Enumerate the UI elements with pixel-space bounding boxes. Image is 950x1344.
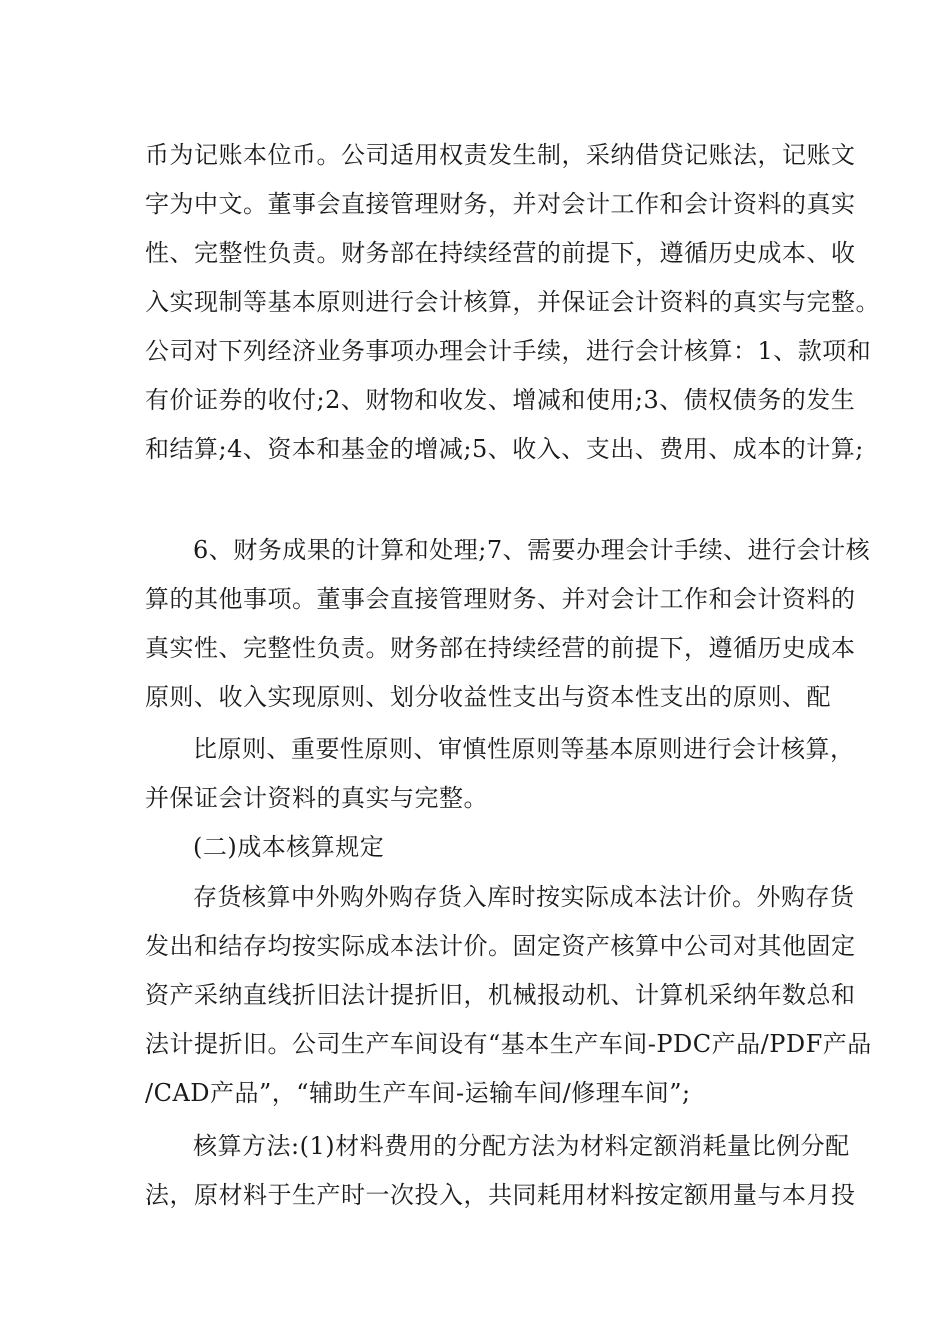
text-line: 比原则、重要性原则、审慎性原则等基本原则进行会计核算， (193, 735, 855, 763)
text-line: 并保证会计资料的真实与完整。 (145, 784, 488, 812)
text-line: 法，原材料于生产时一次投入，共同耗用材料按定额用量与本月投 (145, 1181, 856, 1209)
text-line: 公司对下列经济业务事项办理会计手续，进行会计核算：1、款项和 (145, 337, 872, 365)
section-heading: (二)成本核算规定 (193, 833, 385, 861)
text-line: 入实现制等基本原则进行会计核算，并保证会计资料的真实与完整。 (145, 288, 880, 316)
text-line: /CAD产品”，“辅助生产车间-运输车间/修理车间”; (145, 1079, 691, 1107)
text-line: 算的其他事项。董事会直接管理财务、并对会计工作和会计资料的 (145, 585, 856, 613)
text-line: 和结算;4、资本和基金的增减;5、收入、支出、费用、成本的计算; (145, 435, 864, 463)
text-line: 有价证券的收付;2、财物和收发、增减和使用;3、债权债务的发生 (145, 386, 856, 414)
text-line: 存货核算中外购外购存货入库时按实际成本法计价。外购存货 (193, 883, 855, 911)
text-line: 法计提折旧。公司生产车间设有“基本生产车间-PDC产品/PDF产品 (145, 1030, 872, 1058)
text-line: 原则、收入实现原则、划分收益性支出与资本性支出的原则、配 (145, 683, 831, 711)
text-line: 发出和结存均按实际成本法计价。固定资产核算中公司对其他固定 (145, 932, 856, 960)
text-line: 资产采纳直线折旧法计提折旧，机械报动机、计算机采纳年数总和 (145, 981, 856, 1009)
text-line: 字为中文。董事会直接管理财务，并对会计工作和会计资料的真实 (145, 190, 856, 218)
text-line: 性、完整性负责。财务部在持续经营的前提下，遵循历史成本、收 (145, 239, 856, 267)
text-line: 6、财务成果的计算和处理;7、需要办理会计手续、进行会计核 (193, 536, 871, 564)
text-line: 币为记账本位币。公司适用权责发生制，采纳借贷记账法，记账文 (145, 141, 856, 169)
text-line: 核算方法:(1)材料费用的分配方法为材料定额消耗量比例分配 (193, 1132, 850, 1160)
text-line: 真实性、完整性负责。财务部在持续经营的前提下，遵循历史成本 (145, 634, 856, 662)
